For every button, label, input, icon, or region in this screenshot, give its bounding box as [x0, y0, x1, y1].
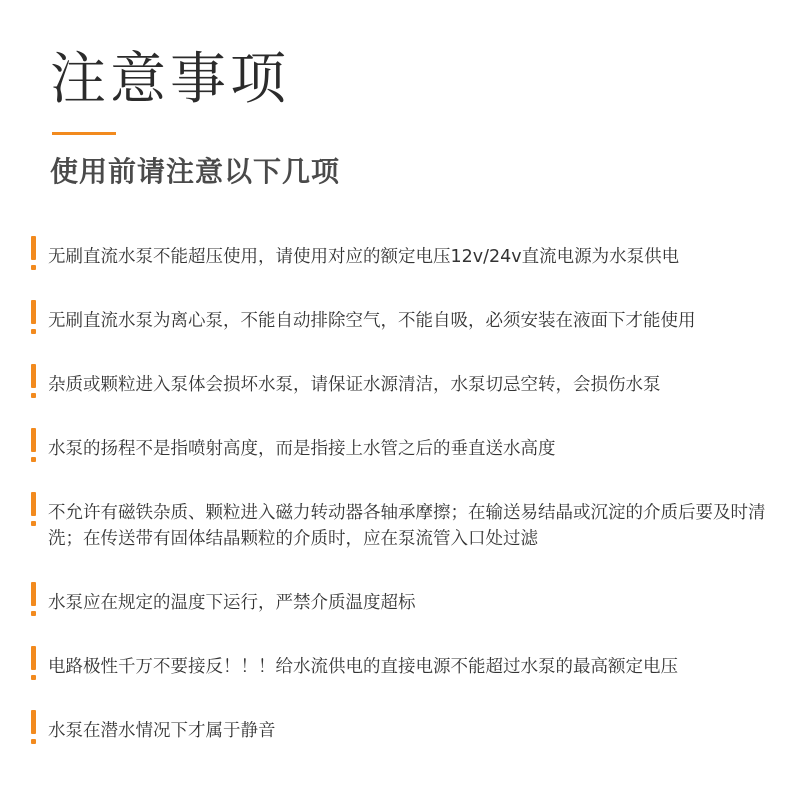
- notice-text: 无刷直流水泵为离心泵，不能自动排除空气，不能自吸，必须安装在液面下才能使用: [48, 311, 696, 331]
- notice-text: 不允许有磁铁杂质、颗粒进入磁力转动器各轴承摩擦；在输送易结晶或沉淀的介质后要及时清洗；在传送带有固体结晶颗粒的介质时，应在泵流管入口处过滤: [48, 503, 766, 549]
- notice-text: 无刷直流水泵不能超压使用，请使用对应的额定电压12v/24v直流电源为水泵供电: [48, 247, 680, 267]
- notice-text: 水泵应在规定的温度下运行，严禁介质温度超标: [48, 593, 416, 613]
- notice-text: 电路极性千万不要接反！！！给水流供电的直接电源不能超过水泵的最高额定电压: [48, 657, 678, 677]
- exclamation-icon: [28, 300, 42, 336]
- exclamation-icon: [28, 582, 42, 618]
- notice-text: 水泵的扬程不是指喷射高度，而是指接上水管之后的垂直送水高度: [48, 439, 556, 459]
- notice-text: 水泵在潜水情况下才属于静音: [48, 721, 276, 741]
- exclamation-icon: [28, 710, 42, 746]
- exclamation-icon: [28, 364, 42, 400]
- exclamation-icon: [28, 236, 42, 272]
- notice-text: 杂质或颗粒进入泵体会损坏水泵，请保证水源清洁，水泵切忌空转，会损伤水泵: [48, 375, 661, 395]
- exclamation-icon: [28, 428, 42, 464]
- exclamation-icon: [28, 646, 42, 682]
- page-subtitle: 使用前请注意以下几项: [50, 155, 341, 188]
- page-title: 注意事项: [50, 47, 290, 112]
- exclamation-icon: [28, 492, 42, 528]
